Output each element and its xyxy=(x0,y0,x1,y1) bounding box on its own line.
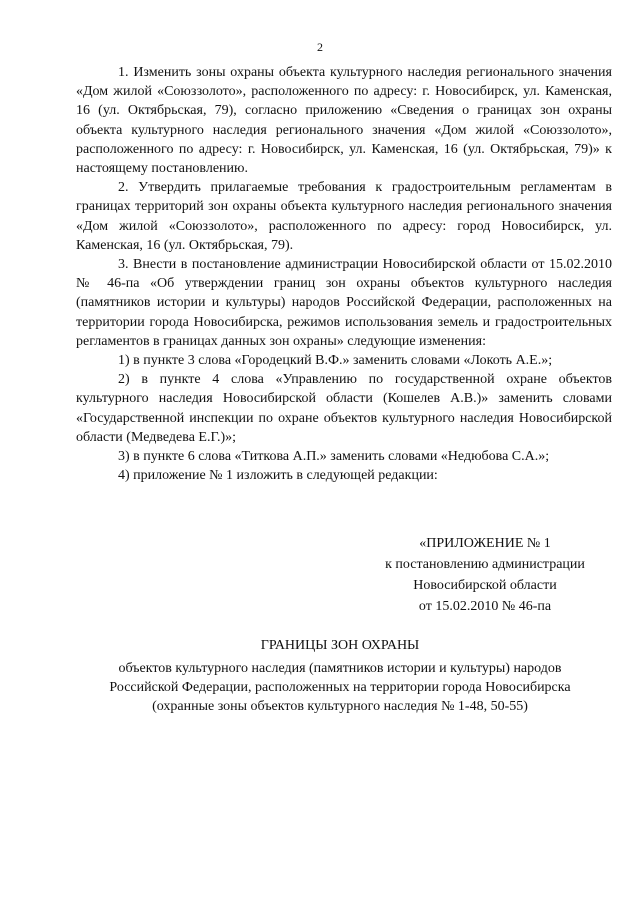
paragraph-item-1: 1. Изменить зоны охраны объекта культурного наследия регионального значения «Дом жилой «Союззолото», расположенного по адресу: г. Новосибирск, ул. Каменская, 16 (ул. Октябрьская, 79), согласно приложению «Сведения о границах зон охраны объекта культурного наследия регионального значения «Дом жилой «Союззолото», расположенного по адресу: г. Новосибирск, ул. Каменская, 16 (ул. Октябрьская, 79)» к настоящему постановлению. xyxy=(76,65,612,177)
appendix-title: «ПРИЛОЖЕНИЕ № 1 xyxy=(419,536,551,551)
document-body xyxy=(76,63,612,485)
appendix-reference: к постановлению администрации xyxy=(385,557,585,572)
appendix-header xyxy=(360,533,610,617)
borders-subtitle-line-2: Российской Федерации, расположенных на территории города Новосибирска xyxy=(109,680,571,695)
appendix-region: Новосибирской области xyxy=(413,578,557,593)
borders-subtitle-line-3: (охранные зоны объектов культурного наследия № 1-48, 50-55) xyxy=(152,699,528,714)
borders-section xyxy=(60,636,620,716)
page-number: 2 xyxy=(317,40,323,54)
paragraph-item-2: 2. Утвердить прилагаемые требования к градостроительным регламентам в границах территорий зон охраны объекта культурного наследия регионального значения «Дом жилой «Союззолото», расположенного по адресу: город Новосибирск, ул. Каменская, 16 (ул. Октябрьская, 79). xyxy=(76,180,612,253)
subitem-4: 4) приложение № 1 изложить в следующей редакции: xyxy=(118,468,438,484)
subitem-1: 1) в пункте 3 слова «Городецкий В.Ф.» заменить словами «Локоть А.Е.»; xyxy=(118,353,553,369)
borders-subtitle-line-1: объектов культурного наследия (памятников истории и культуры) народов xyxy=(118,661,562,676)
subitem-2: 2) в пункте 4 слова «Управлению по государственной охране объектов культурного наследия Новосибирской области (Кошелев А.В.)» заменить словами «Государственной инспекции по охране объектов культурного наследия Новосибирской области (Медведева Е.Г.)»; xyxy=(76,372,612,445)
borders-title: ГРАНИЦЫ ЗОН ОХРАНЫ xyxy=(260,638,420,653)
subitem-3: 3) в пункте 6 слова «Титкова А.П.» заменить словами «Недюбова С.А.»; xyxy=(118,449,550,465)
appendix-date: от 15.02.2010 № 46-па xyxy=(418,599,552,614)
paragraph-item-3: 3. Внести в постановление администрации Новосибирской области от 15.02.2010 № 46-па «Об утверждении границ зон охраны объектов культурного наследия (памятников истории и культуры) народов Российской Федерации, расположенных на территории города Новосибирска, режимов использования земель и градостроительных регламентов в границах данных зон охраны» следующие изменения: xyxy=(76,257,612,349)
